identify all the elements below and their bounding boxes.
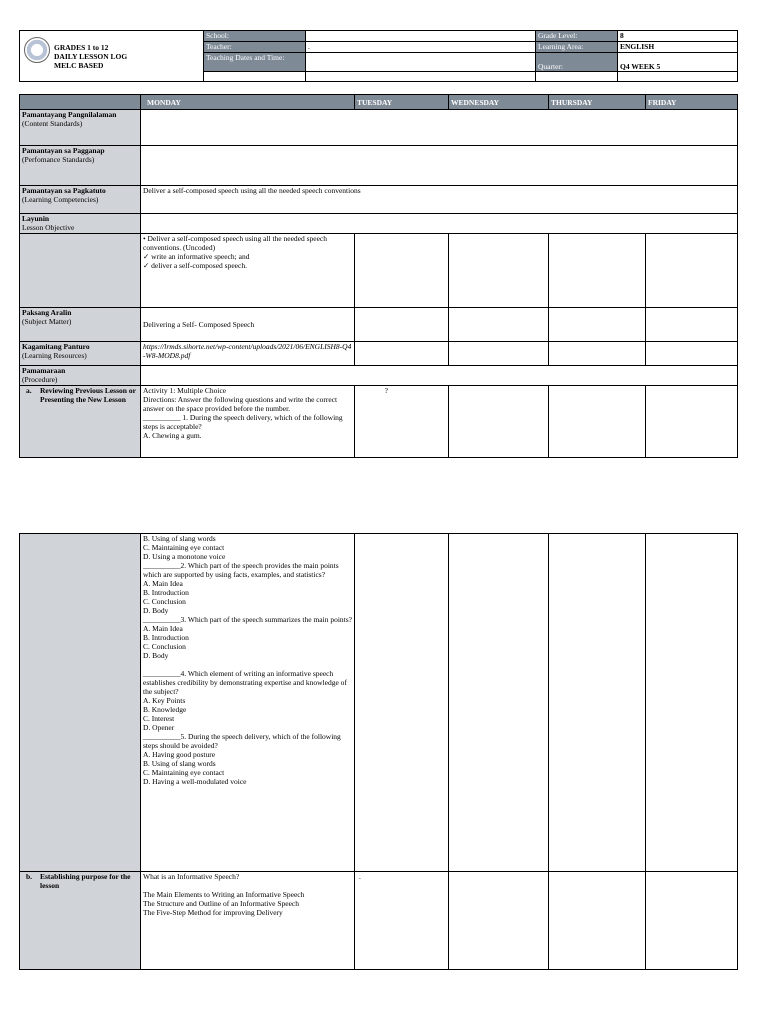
quarter-value: Q4 WEEK 5 bbox=[618, 53, 738, 72]
thursday-cell bbox=[549, 386, 646, 458]
header-table bbox=[19, 30, 738, 82]
blank-cell bbox=[204, 72, 306, 82]
row-label-bold: Kagamitang Panturo bbox=[22, 342, 90, 351]
row-label-sub: (Learning Resources) bbox=[22, 351, 87, 360]
tuesday-cell: . bbox=[355, 872, 449, 970]
quiz-line: D. Using a monotone voice bbox=[143, 552, 226, 561]
wednesday-cell bbox=[449, 342, 549, 366]
quiz-line bbox=[143, 660, 352, 669]
quiz-line: D. Opener bbox=[143, 723, 175, 732]
purpose-row bbox=[20, 872, 738, 970]
quiz-line: C. Maintaining eye contact bbox=[143, 768, 225, 777]
wednesday-cell bbox=[449, 234, 549, 308]
blank-cell bbox=[536, 72, 618, 82]
review-label-text: Reviewing Previous Lesson or Presenting the New Lesson bbox=[40, 386, 136, 404]
quiz-line: D. Having a well-modulated voice bbox=[143, 777, 247, 786]
review-letter: a. bbox=[26, 386, 32, 395]
dates-value bbox=[306, 53, 536, 72]
row-label-bold: Paksang Aralin bbox=[22, 308, 72, 317]
quiz-line: __________3. Which part of the speech summarizes the main points? bbox=[143, 615, 352, 624]
title-line: MELC BASED bbox=[54, 60, 104, 70]
quiz-line: D. Body bbox=[143, 606, 169, 615]
quiz-line: B. Knowledge bbox=[143, 705, 187, 714]
area-label: Learning Area: bbox=[536, 42, 618, 53]
school-title-cell bbox=[20, 31, 204, 82]
objective-row bbox=[20, 214, 738, 234]
row-label-bold: Pamantayan sa Pagganap bbox=[22, 146, 105, 155]
quiz-line: A. Main Idea bbox=[143, 624, 183, 633]
quarter-label: Quarter: bbox=[536, 53, 618, 72]
day-wednesday: WEDNESDAY bbox=[449, 95, 549, 110]
quiz-line: C. Maintaining eye contact bbox=[143, 543, 225, 552]
subject-value: Delivering a Self- Composed Speech bbox=[141, 308, 355, 342]
friday-cell bbox=[646, 534, 738, 872]
row-label-sub: (Perfomance Standards) bbox=[22, 155, 95, 164]
blank-cell bbox=[306, 72, 536, 82]
content-standards-row bbox=[20, 110, 738, 146]
grade-label: Grade Level: bbox=[536, 31, 618, 42]
objective-list-row bbox=[20, 234, 738, 308]
quiz-line: A. Key Points bbox=[143, 696, 186, 705]
tuesday-cell bbox=[355, 342, 449, 366]
quiz-line: D. Body bbox=[143, 651, 169, 660]
purpose-line: The Main Elements to Writing an Informative Speech bbox=[143, 890, 305, 899]
wednesday-cell bbox=[449, 386, 549, 458]
dll-table-page2 bbox=[19, 533, 738, 970]
row-label bbox=[20, 214, 141, 234]
day-monday: MONDAY bbox=[141, 95, 355, 110]
friday-cell bbox=[646, 234, 738, 308]
quiz-line: C. Conclusion bbox=[143, 642, 186, 651]
blank-cell bbox=[618, 72, 738, 82]
performance-standards-value bbox=[141, 146, 738, 186]
grade-value: 8 bbox=[618, 31, 738, 42]
friday-cell bbox=[646, 386, 738, 458]
row-label bbox=[20, 110, 141, 146]
friday-cell bbox=[646, 342, 738, 366]
quiz-line: B. Introduction bbox=[143, 633, 189, 642]
objective-value bbox=[141, 214, 738, 234]
row-label bbox=[20, 342, 141, 366]
objective-item: • Deliver a self-composed speech using all the needed speech conventions. (Uncoded) bbox=[143, 234, 329, 252]
tuesday-cell bbox=[355, 534, 449, 872]
deped-seal-icon bbox=[24, 37, 50, 63]
review-line: Directions: Answer the following questions and write the correct answer on the space provided before the number. bbox=[143, 395, 339, 413]
row-label-empty bbox=[20, 534, 141, 872]
row-label-bold: Pamamaraan bbox=[22, 366, 66, 375]
purpose-label-text: Establishing purpose for the lesson bbox=[40, 872, 131, 890]
objective-item: ✓ write an informative speech; and bbox=[143, 252, 250, 261]
row-label-sub: (Subject Matter) bbox=[22, 317, 72, 326]
objective-list bbox=[141, 234, 355, 308]
purpose-line: The Structure and Outline of an Informative Speech bbox=[143, 899, 299, 908]
row-label-bold: Layunin bbox=[22, 214, 50, 223]
objective-item: ✓ deliver a self-composed speech. bbox=[143, 261, 247, 270]
row-label bbox=[20, 186, 141, 214]
row-label bbox=[20, 308, 141, 342]
procedure-row bbox=[20, 366, 738, 386]
review-content bbox=[141, 386, 355, 458]
competency-value: Deliver a self-composed speech using all the needed speech conventions bbox=[141, 186, 738, 214]
purpose-line bbox=[143, 881, 352, 890]
review-line: A. Chewing a gum. bbox=[143, 431, 202, 440]
row-label bbox=[20, 366, 141, 386]
quiz-line: B. Introduction bbox=[143, 588, 189, 597]
title-line: DAILY LESSON LOG bbox=[54, 51, 128, 61]
thursday-cell bbox=[549, 234, 646, 308]
thursday-cell bbox=[549, 534, 646, 872]
wednesday-cell bbox=[449, 534, 549, 872]
row-label-empty bbox=[20, 234, 141, 308]
tuesday-cell bbox=[355, 234, 449, 308]
area-value: ENGLISH bbox=[618, 42, 738, 53]
purpose-line: What is an Informative Speech? bbox=[143, 872, 240, 881]
review-line: __________ 1. During the speech delivery, which of the following steps is acceptable? bbox=[143, 413, 345, 431]
school-value bbox=[306, 31, 536, 42]
row-label-bold: Pamantayang Pangnilalaman bbox=[22, 110, 117, 119]
wednesday-cell bbox=[449, 308, 549, 342]
school-label: School: bbox=[204, 31, 306, 42]
day-thursday: THURSDAY bbox=[549, 95, 646, 110]
row-label bbox=[20, 146, 141, 186]
tuesday-cell bbox=[355, 308, 449, 342]
quiz-line: __________5. During the speech delivery, which of the following steps should be avoided? bbox=[143, 732, 343, 750]
thursday-cell bbox=[549, 872, 646, 970]
dll-table-page1 bbox=[19, 94, 738, 458]
content-standards-value bbox=[141, 110, 738, 146]
resources-link[interactable]: https://lrmds.sihorte.net/wp-content/uploads/2021/06/ENGLISH8-Q4-W8-MOD8.pdf bbox=[141, 342, 355, 366]
review-row bbox=[20, 386, 738, 458]
row-label-sub: Lesson Objective bbox=[22, 223, 75, 232]
quiz-content bbox=[141, 534, 355, 872]
procedure-value bbox=[141, 366, 738, 386]
resources-row bbox=[20, 342, 738, 366]
purpose-letter: b. bbox=[26, 872, 33, 881]
row-label-sub: (Content Standards) bbox=[22, 119, 83, 128]
subject-matter-row bbox=[20, 308, 738, 342]
review-continued-row bbox=[20, 534, 738, 872]
purpose-line: The Five-Step Method for improving Delivery bbox=[143, 908, 283, 917]
dates-label: Teaching Dates and Time: bbox=[204, 53, 306, 72]
thursday-cell bbox=[549, 342, 646, 366]
wednesday-cell bbox=[449, 872, 549, 970]
friday-cell bbox=[646, 308, 738, 342]
performance-standards-row bbox=[20, 146, 738, 186]
quiz-line: A. Main Idea bbox=[143, 579, 183, 588]
purpose-content bbox=[141, 872, 355, 970]
thursday-cell bbox=[549, 308, 646, 342]
quiz-line: __________4. Which element of writing an informative speech establishes credibility by demonstrating expertise and knowledge of the subject? bbox=[143, 669, 349, 696]
quiz-line: B. Using of slang words bbox=[143, 759, 216, 768]
friday-cell bbox=[646, 872, 738, 970]
review-line: Activity 1: Multiple Choice bbox=[143, 386, 227, 395]
row-label-sub: (Learning Competencies) bbox=[22, 195, 99, 204]
teacher-label: Teacher: bbox=[204, 42, 306, 53]
review-label bbox=[20, 386, 141, 458]
tuesday-cell: ? bbox=[355, 386, 449, 458]
quiz-line: B. Using of slang words bbox=[143, 534, 216, 543]
corner-cell bbox=[20, 95, 141, 110]
day-friday: FRIDAY bbox=[646, 95, 738, 110]
title-line: GRADES 1 to 12 bbox=[54, 42, 109, 52]
row-label-sub: (Procedure) bbox=[22, 375, 58, 384]
day-header-row bbox=[20, 95, 738, 110]
quiz-line: C. Conclusion bbox=[143, 597, 186, 606]
day-tuesday: TUESDAY bbox=[355, 95, 449, 110]
quiz-line: A. Having good posture bbox=[143, 750, 216, 759]
quiz-line: __________2. Which part of the speech provides the main points which are supported by using facts, examples, and statistics? bbox=[143, 561, 341, 579]
purpose-label bbox=[20, 872, 141, 970]
competencies-row bbox=[20, 186, 738, 214]
quiz-line: C. Interest bbox=[143, 714, 175, 723]
teacher-value: . bbox=[306, 42, 536, 53]
row-label-bold: Pamantayan sa Pagkatuto bbox=[22, 186, 106, 195]
